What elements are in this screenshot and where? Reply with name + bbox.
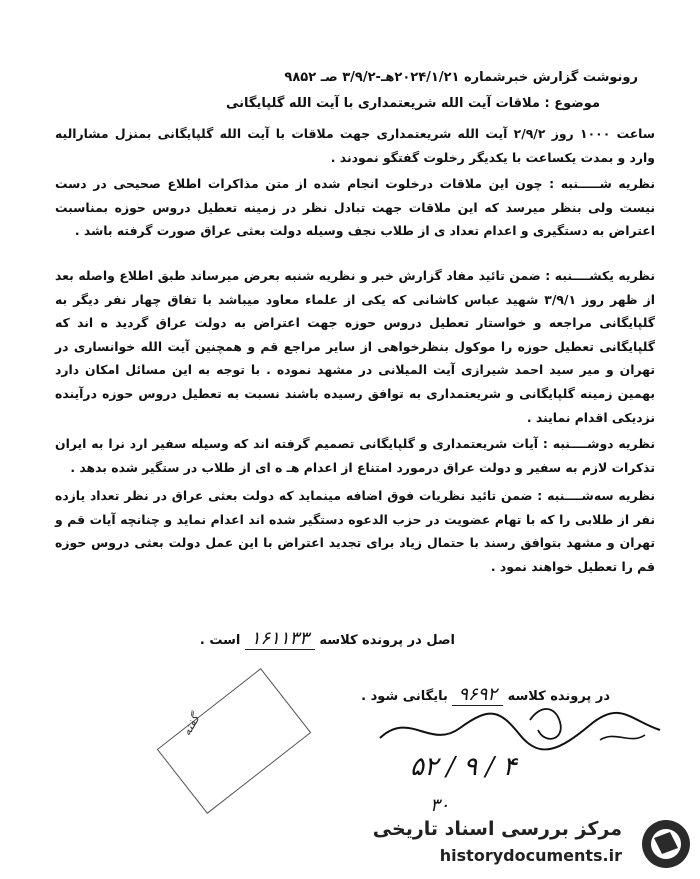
watermark-url: historydocuments.ir [439,846,622,865]
dossier-number: ۱۶۱۱۳۳ [245,628,315,650]
paragraph-tuesday: نظریه سه‌شــــنبه : ضمن تائید نظریات فوق اضافه مینماید که دولت بعثی عراق در نظر تعداد یازده نفر از طلابی را که با تهام عضویت در حزب الدعوه دستگیر شده اند اعدام نماید و چنانچه آیات قم و تهران و مشهد بتوافق رسند با حتمال زیاد برای تجدید اعتراض با این عمل دولت بعثی دروس حوزه قم را تعطیل خواهند نمود . [55,488,655,574]
dossier-suffix: است . [199,633,241,648]
archive-number: ۹۶۹۲ [452,684,503,706]
stamp-text: گفته [179,712,203,738]
signature-scribble [370,700,670,760]
paragraph-saturday: نظریه شـــــنبه : چون این ملاقات درخلوت انجام شده از متن مذاکرات اطلاع صحیحی در دست نیست ولی بنظر میرسد که این ملاقات جهت تبادل نظر در زمینه تعطیل دروس حوزه بمناسبت اعتراض به دستگیری و اعدام تعداد ی از طلاب نجف وسیله دولت بعثی عراق صورت گرفته باشد . [55,176,655,239]
report-reference-line: رونوشت گزارش خبرشماره ۲۰۲۴/۱/۲۱هـ-۳/۹/۲ صـ ۹۸۵۲ [284,70,638,85]
subject-line: موضوع : ملاقات آیت الله شریعتمداری با آیت الله گلپایگانی [225,96,600,111]
paragraph-sunday: نظریه یکشــــنبه : ضمن تائید مفاد گزارش خبر و نظریه شنبه بعرض میرساند طبق اطلاع واصله بعد از ظهر روز ۳/۹/۱ شهید عباس کاشانی که یکی از علماء معاود میباشد با تفاق چهار نفر دیگر به گلپایگانی مراجعه و خواستار تعطیل دروس حوزه جهت اعتراض به دولت عراق گردید ه اند که گلپایگانی تعطیل حوزه را موکول بنظرخواهی از سایر مراجع قم و همچنین آیت الله خوانساری در تهران و میر سید احمد شیرازی آیت المیلانی در مشهد نموده . با توجه به این مسائل امکان دارد بهمین زمینه گلپایگانی و شریعتمداری به توافق رسیده باشند نسبت به تعطیل دروس حوزه درآینده نزدیکی اقدام نمایند . [55,268,655,425]
dossier-prefix: اصل در پرونده کلاسه [319,633,455,648]
dossier-note [200,628,455,649]
archive-logo-icon [640,818,692,870]
handwritten-date: ۵۲ / ۹ / ۴ [410,752,517,782]
archive-prefix: در پرونده کلاسه [507,689,610,704]
archive-suffix: بایگانی شود . [361,689,448,704]
watermark-title: مرکز بررسی اسناد تاریخی [372,818,622,840]
handwritten-initials: ۳۰ [430,795,450,816]
rectangular-stamp [157,668,312,814]
paragraph-monday: نظریه دوشــــنبه : آیات شریعتمداری و گلپایگانی تصمیم گرفته اند که وسیله سفیر ارد نرا به ایران تذکرات لازم به سفیر و دولت عراق درمورد امتناع از اعدام هـ ه ای از طلاب در ستگیر شده بدهد . [55,436,655,475]
paragraph-meeting: ساعت ۱۰۰۰ روز ۲/۹/۲ آیت الله شریعتمداری جهت ملاقات با آیت الله گلپایگانی بمنزل مشارالیه وارد و بمدت یکساعت با یکدیگر رخلوت گفتگو نمودند . [55,126,655,165]
